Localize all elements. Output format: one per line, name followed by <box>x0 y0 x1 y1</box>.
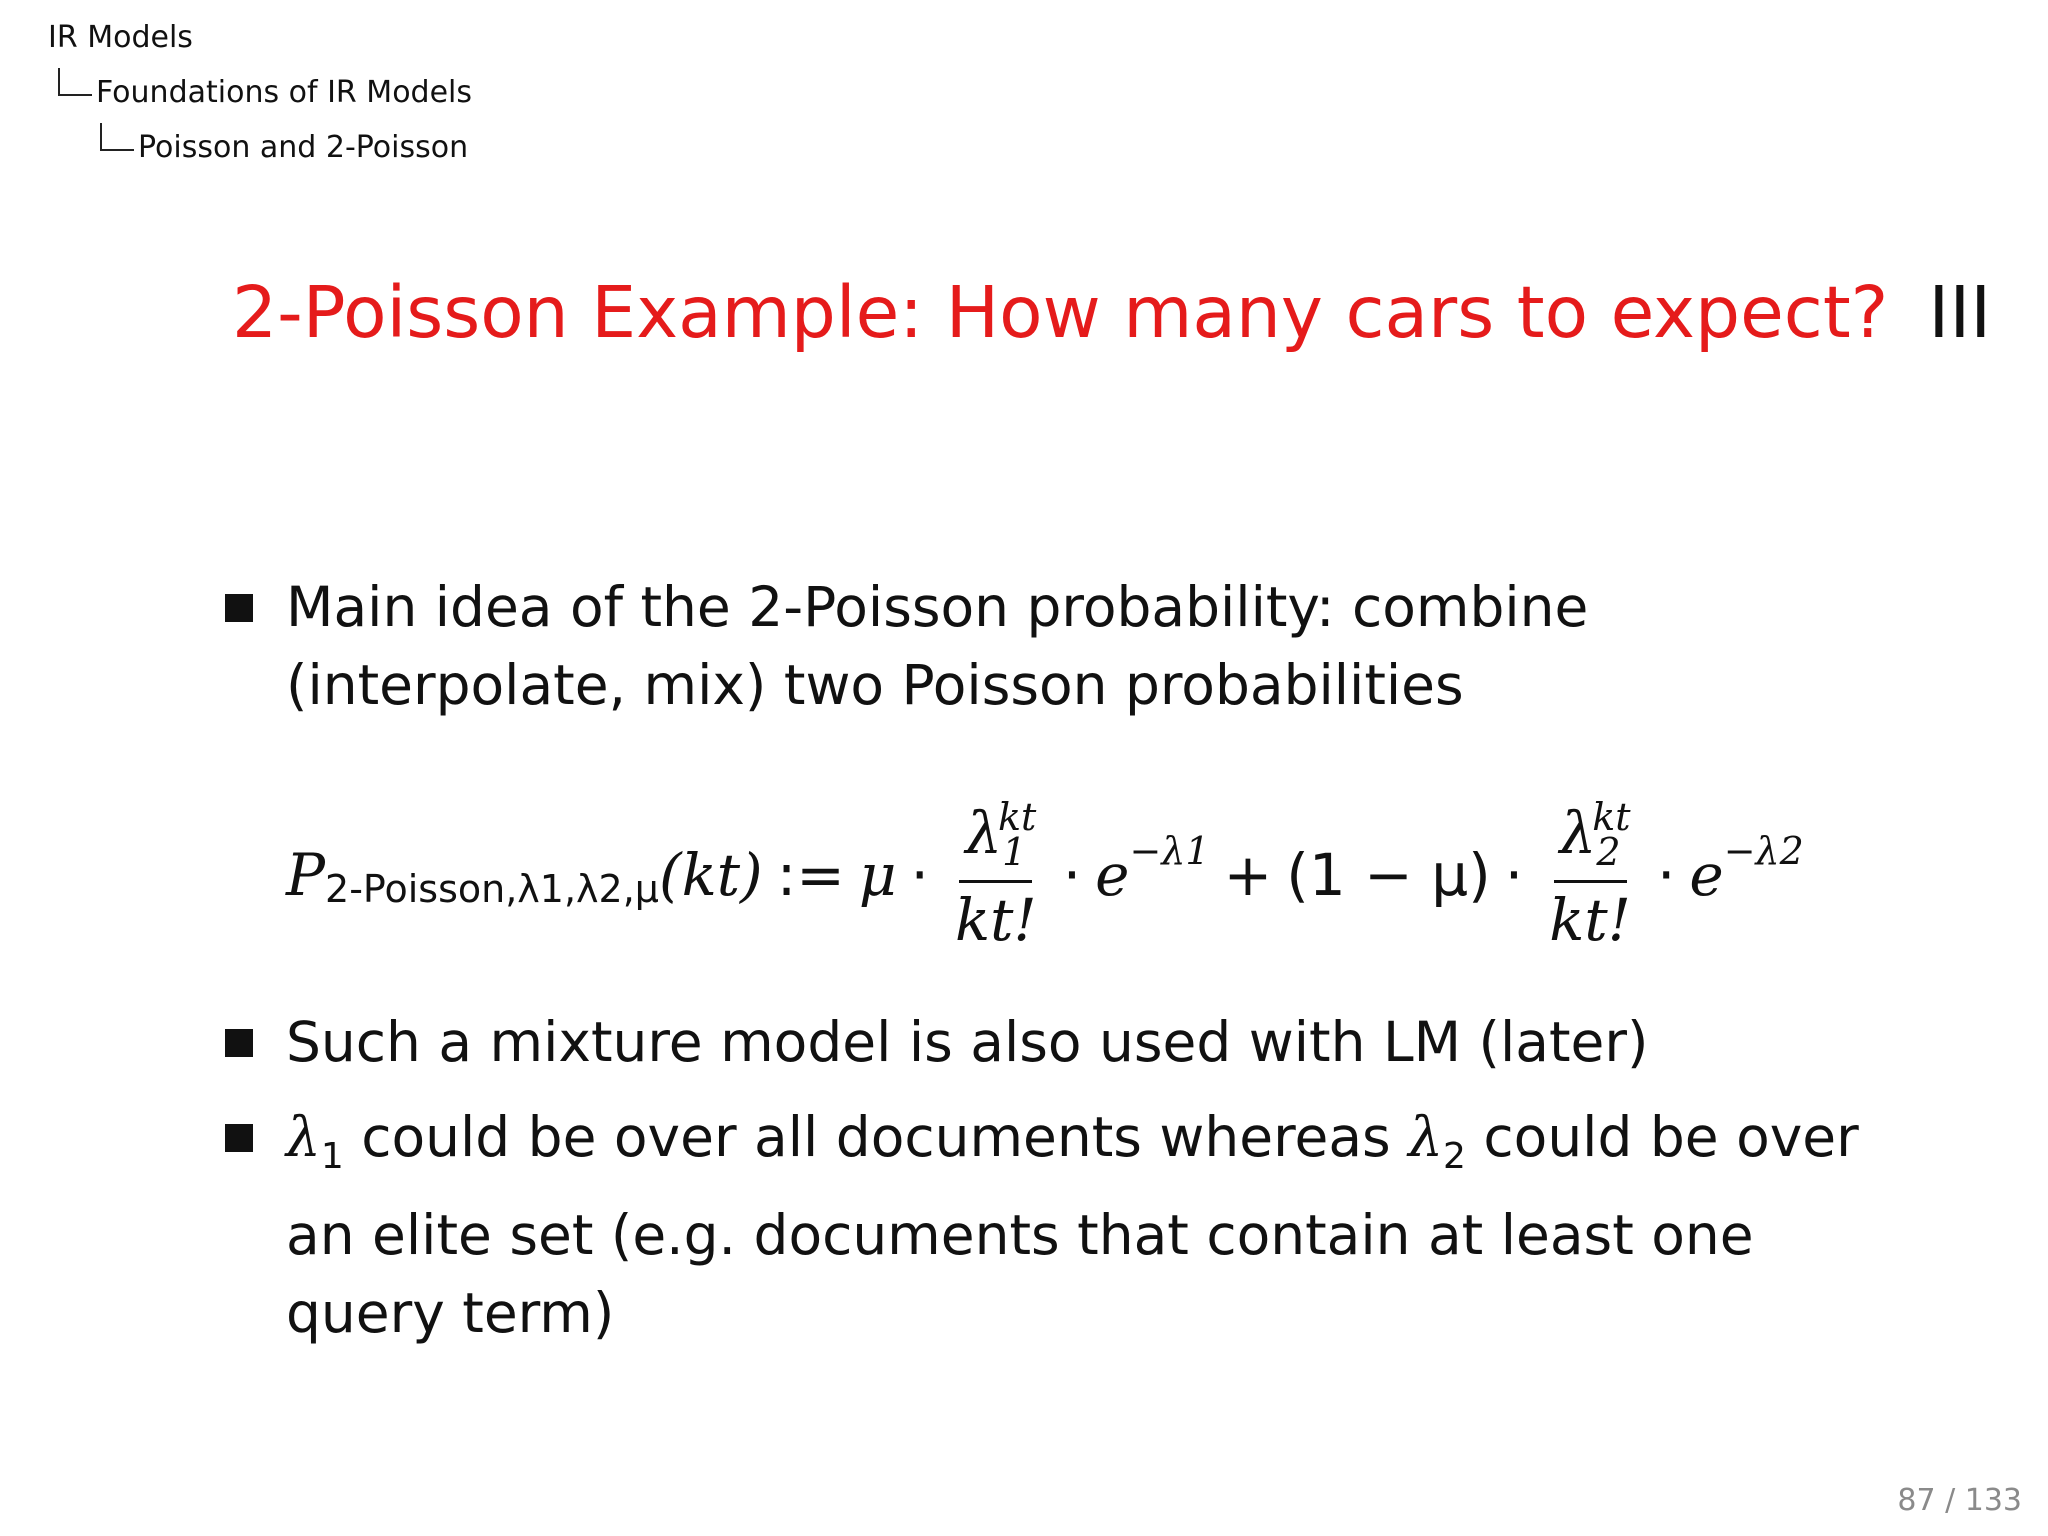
formula-lhs-symbol: P <box>286 841 326 909</box>
bullet-item-2 <box>225 1003 1865 1081</box>
formula-denominator-1: kt! <box>954 886 1037 954</box>
bullet-3-text <box>286 1098 1877 1352</box>
breadcrumb-level-3 <box>48 120 472 175</box>
bullet-1-text: Main idea of the 2-Poisson probability: combine (interpolate, mix) two Poisson probabilities <box>286 575 1606 717</box>
formula-fraction-1 <box>955 797 1037 953</box>
formula-dot: · <box>1062 841 1082 909</box>
formula-lambda-2-subscript: 2 <box>1596 830 1621 874</box>
formula-lambda-1-subscript: 1 <box>1002 830 1027 874</box>
breadcrumb-level-1 <box>48 10 472 65</box>
formula-one-minus-mu: (1 − μ) <box>1286 841 1491 909</box>
breadcrumb-level-1-label: IR Models <box>48 20 193 55</box>
formula-plus: + <box>1223 841 1273 909</box>
bullet-square-icon <box>225 1124 253 1152</box>
formula-numerator-1 <box>959 795 1037 883</box>
slide-title-suffix: III <box>1928 271 1992 354</box>
tree-branch-icon <box>58 68 92 96</box>
bullet-3-text-a: could be over all documents whereas <box>343 1105 1409 1169</box>
slide-title <box>232 268 1991 358</box>
formula-exp-2: e <box>1689 841 1724 909</box>
breadcrumb <box>48 10 472 175</box>
formula-lhs-argument: (kt) <box>658 841 763 909</box>
bullet-3-text-b: could be over an elite set (e.g. documents that contain at least one query term) <box>286 1105 1877 1345</box>
formula-exponent-kt-1: kt <box>998 795 1037 839</box>
formula-assign: := <box>776 841 845 909</box>
bullet-item-3 <box>225 1098 1877 1352</box>
formula-lambda-2: λ <box>1559 799 1597 867</box>
formula-exp-1-power: −λ1 <box>1129 829 1210 873</box>
formula-exponent-kt-2: kt <box>1592 795 1631 839</box>
bullet-square-icon <box>225 1029 253 1057</box>
bullet-3-lambda-2: λ <box>1408 1105 1444 1169</box>
bullet-3-lambda-1: λ <box>286 1105 321 1169</box>
formula-dot: · <box>1656 841 1676 909</box>
bullet-item-1 <box>225 568 1865 724</box>
slide-title-main: 2-Poisson Example: How many cars to expect? <box>232 271 1889 354</box>
tree-branch-icon <box>100 123 134 151</box>
page-number: 87 / 133 <box>1897 1483 2022 1518</box>
bullet-3-lambda-1-subscript: 1 <box>320 1136 344 1177</box>
formula-lhs-subscript: 2-Poisson,λ1,λ2,μ <box>325 867 659 911</box>
formula-exp-1: e <box>1095 841 1130 909</box>
formula-mu: μ <box>858 841 897 909</box>
formula-numerator-2 <box>1554 795 1631 883</box>
formula-denominator-2: kt! <box>1549 886 1631 954</box>
formula-lambda-1: λ <box>965 799 1003 867</box>
bullet-square-icon <box>225 594 253 622</box>
bullet-2-text: Such a mixture model is also used with LM (later) <box>286 1010 1649 1074</box>
bullet-3-lambda-2-subscript: 2 <box>1443 1136 1466 1177</box>
formula-exp-2-power: −λ2 <box>1723 829 1804 873</box>
formula-dot: · <box>910 841 929 909</box>
formula-2-poisson <box>286 775 1804 975</box>
formula-fraction-2 <box>1549 797 1631 953</box>
formula-dot: · <box>1504 841 1524 909</box>
breadcrumb-level-3-label: Poisson and 2-Poisson <box>138 130 469 165</box>
breadcrumb-level-2 <box>48 65 472 120</box>
breadcrumb-level-2-label: Foundations of IR Models <box>96 75 473 110</box>
